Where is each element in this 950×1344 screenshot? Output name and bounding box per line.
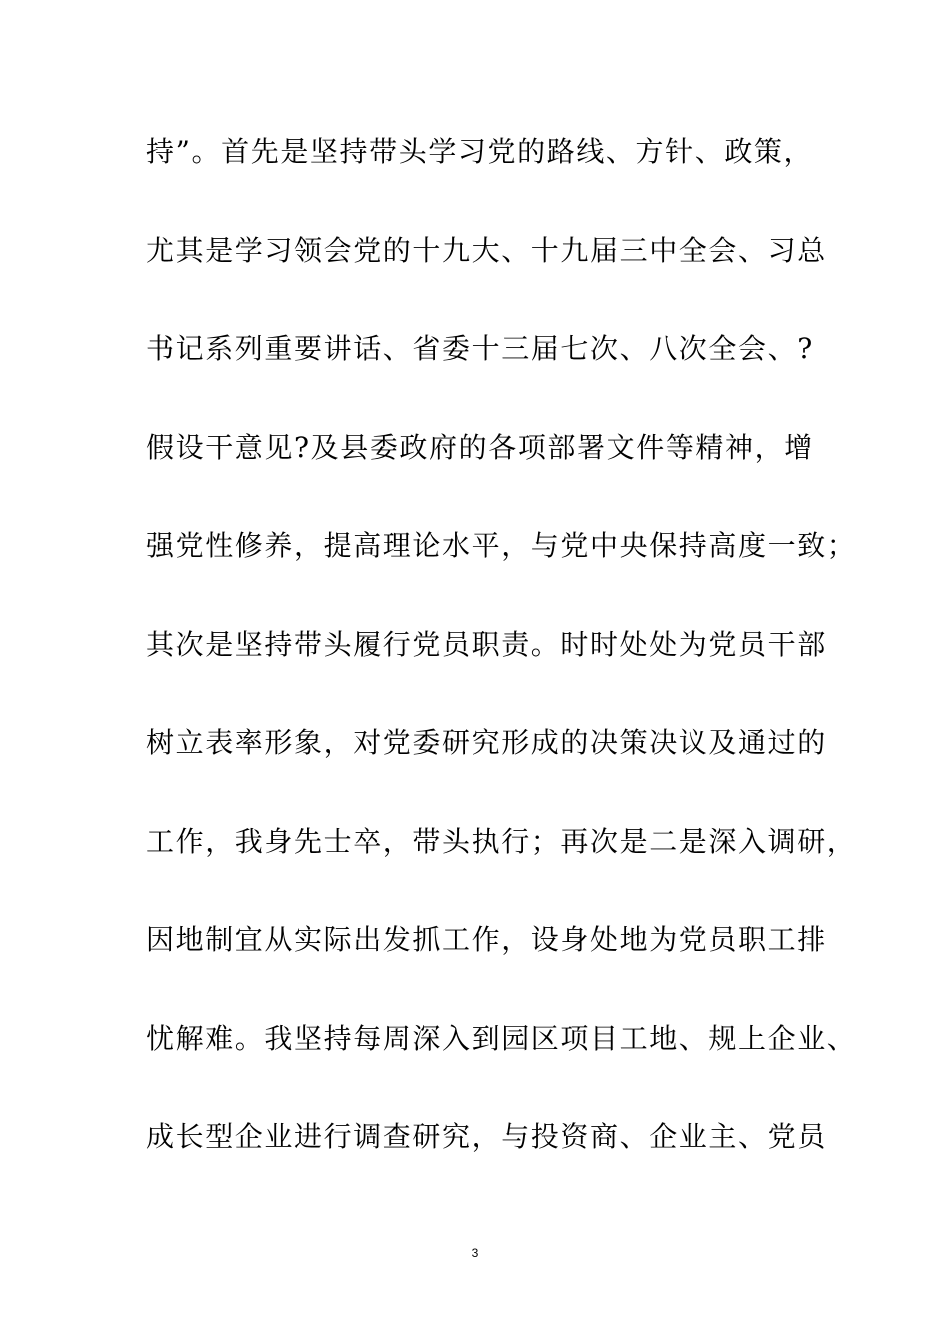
text-line: 因地制宜从实际出发抓工作，设身处地为党员职工排 (146, 923, 827, 956)
page-number: 3 (471, 1246, 479, 1260)
text-line: 尤其是学习领会党的十九大、十九届三中全会、习总 (146, 233, 827, 267)
body-text (146, 124, 857, 1208)
text-line: 工作，我身先士卒，带头执行；再次是二是深入调研， (146, 824, 857, 858)
text-line: 假设干意见?及县委政府的各项部署文件等精神，增 (146, 430, 814, 464)
text-line: 其次是坚持带头履行党员职责。时时处处为党员干部 (146, 627, 827, 661)
text-line: 成长型企业进行调查研究，与投资商、企业主、党员 (146, 1120, 827, 1153)
text-line: 书记系列重要讲话、省委十三届七次、八次全会、? (146, 332, 814, 365)
text-line: 强党性修养，提高理论水平，与党中央保持高度一致； (146, 529, 857, 562)
text-line: 树立表率形象，对党委研究形成的决策决议及通过的 (146, 726, 827, 759)
text-line: 持”。首先是坚持带头学习党的路线、方针、政策， (146, 135, 814, 168)
text-line: 忧解难。我坚持每周深入到园区项目工地、规上企业、 (146, 1021, 857, 1055)
